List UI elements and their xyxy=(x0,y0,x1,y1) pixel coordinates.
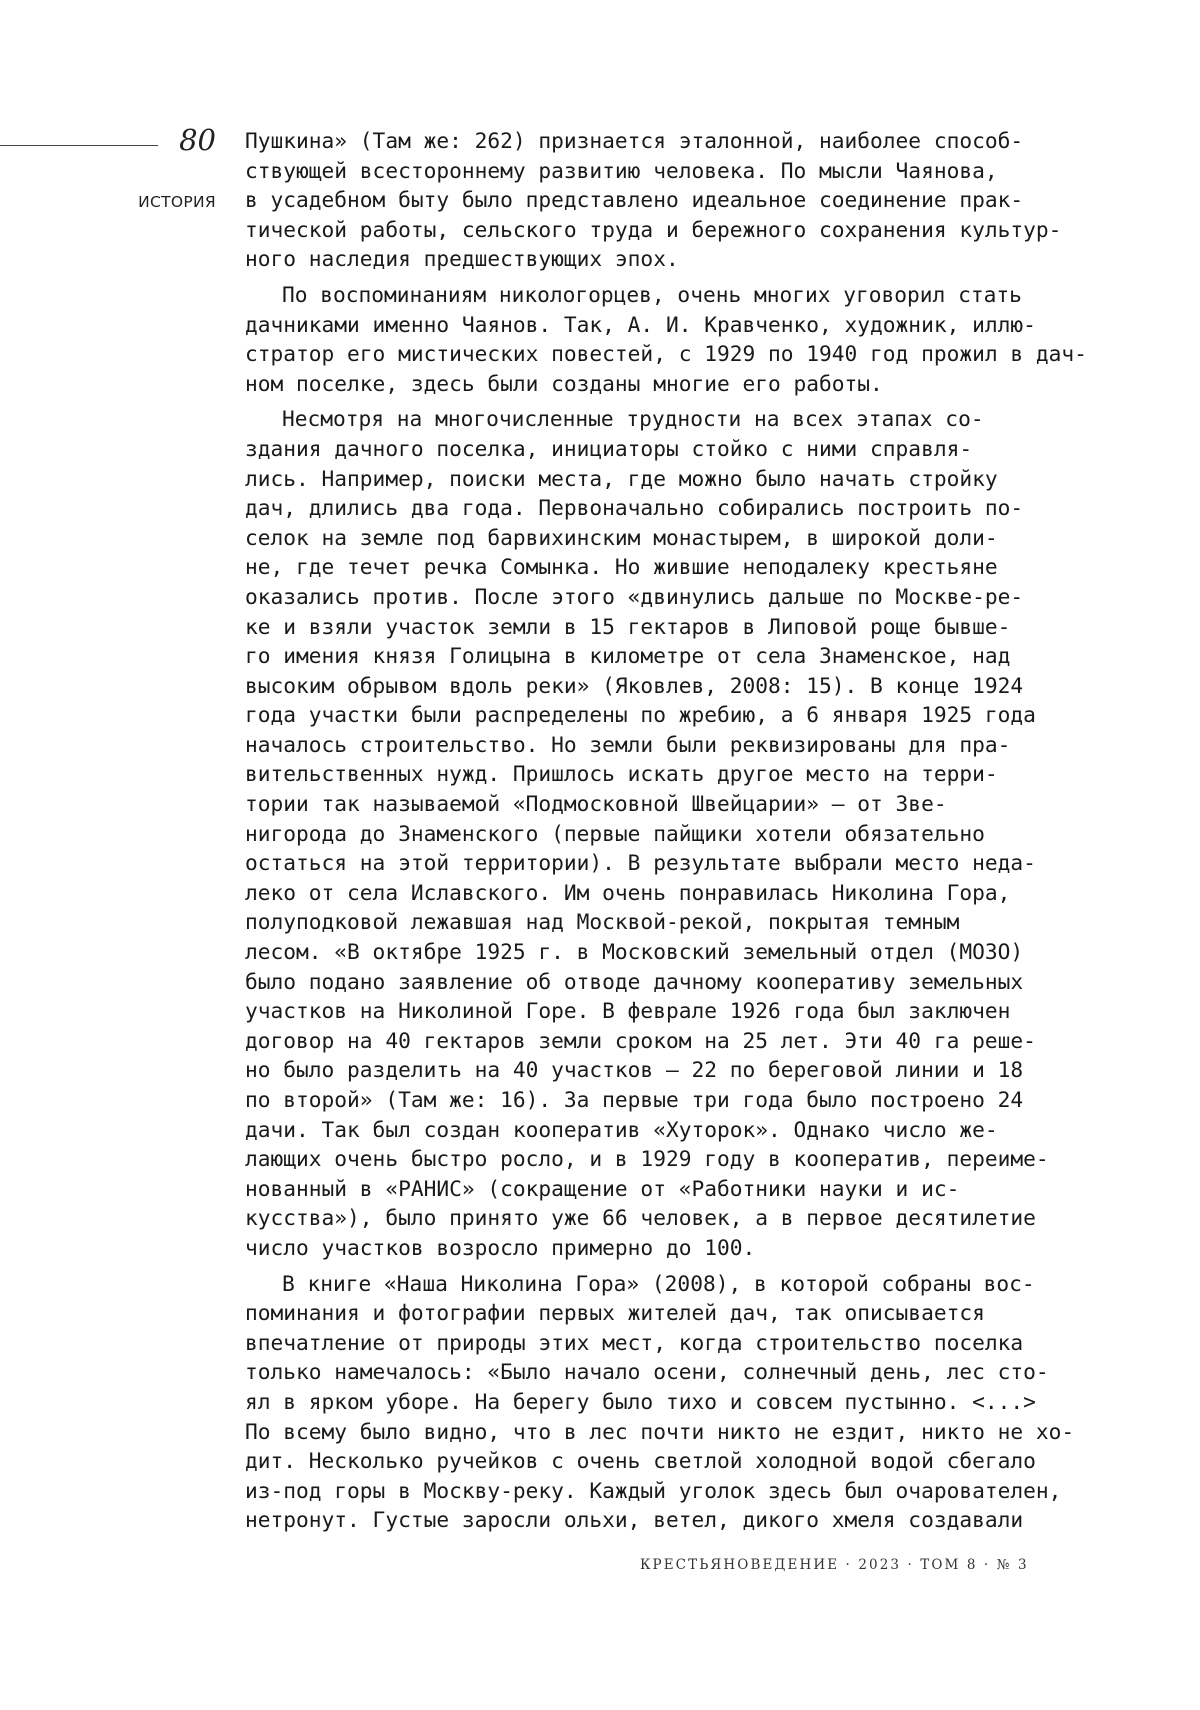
text-line: дит. Несколько ручейков с очень светлой холодной водой сбегало xyxy=(245,1446,1025,1476)
paragraph xyxy=(245,404,1025,1262)
text-line: стратор его мистических повестей, с 1929 по 1940 год прожил в дач- xyxy=(245,339,1025,369)
text-line: лающих очень быстро росло, и в 1929 году в кооператив, переиме- xyxy=(245,1144,1025,1174)
body-text xyxy=(245,126,1025,1535)
text-line: но было разделить на 40 участков — 22 по береговой линии и 18 xyxy=(245,1055,1025,1085)
text-line: тории так называемой «Подмосковной Швейцарии» — от Зве- xyxy=(245,789,1025,819)
header-rule xyxy=(0,145,158,146)
text-line: нетронут. Густые заросли ольхи, ветел, дикого хмеля создавали xyxy=(245,1505,1025,1535)
text-line: ке и взяли участок земли в 15 гектаров в Липовой роще бывше- xyxy=(245,612,1025,642)
text-line: тической работы, сельского труда и бережного сохранения культур- xyxy=(245,215,1025,245)
text-line: оказались против. После этого «двинулись дальше по Москве-ре- xyxy=(245,582,1025,612)
text-line: ном поселке, здесь были созданы многие его работы. xyxy=(245,369,1025,399)
text-line: Пушкина» (Там же: 262) признается эталонной, наиболее способ- xyxy=(245,126,1025,156)
text-line: число участков возросло примерно до 100. xyxy=(245,1233,1025,1263)
page-number: 80 xyxy=(168,124,216,156)
text-line: лись. Например, поиски места, где можно было начать стройку xyxy=(245,464,1025,494)
text-line: в усадебном быту было представлено идеальное соединение прак- xyxy=(245,185,1025,215)
text-line: высоким обрывом вдоль реки» (Яковлев, 2008: 15). В конце 1924 xyxy=(245,671,1025,701)
text-line: здания дачного поселка, инициаторы стойко с ними справля- xyxy=(245,434,1025,464)
text-line: нованный в «РАНИС» (сокращение от «Работники науки и ис- xyxy=(245,1174,1025,1204)
text-line: лесом. «В октябре 1925 г. в Московский земельный отдел (МОЗО) xyxy=(245,937,1025,967)
text-line: по второй» (Там же: 16). За первые три года было построено 24 xyxy=(245,1085,1025,1115)
text-line: дачниками именно Чаянов. Так, А. И. Кравченко, художник, иллю- xyxy=(245,310,1025,340)
text-line: договор на 40 гектаров земли сроком на 25 лет. Эти 40 га реше- xyxy=(245,1026,1025,1056)
text-line: кусства»), было принято уже 66 человек, а в первое десятилетие xyxy=(245,1203,1025,1233)
text-line: не, где течет речка Сомынка. Но жившие неподалеку крестьяне xyxy=(245,552,1025,582)
text-line: началось строительство. Но земли были реквизированы для пра- xyxy=(245,730,1025,760)
text-line: дач, длились два года. Первоначально собирались построить по- xyxy=(245,493,1025,523)
text-line: полуподковой лежавшая над Москвой-рекой, покрытая темным xyxy=(245,907,1025,937)
text-line: леко от села Иславского. Им очень понравилась Николина Гора, xyxy=(245,878,1025,908)
text-line: только намечалось: «Было начало осени, солнечный день, лес сто- xyxy=(245,1357,1025,1387)
text-line: участков на Николиной Горе. В феврале 1926 года был заключен xyxy=(245,996,1025,1026)
text-line: ствующей всестороннему развитию человека. По мысли Чаянова, xyxy=(245,156,1025,186)
text-line: вительственных нужд. Пришлось искать другое место на терри- xyxy=(245,759,1025,789)
text-line: дачи. Так был создан кооператив «Хуторок». Однако число же- xyxy=(245,1115,1025,1145)
document-page xyxy=(0,0,1200,1710)
text-line: селок на земле под барвихинским монастырем, в широкой доли- xyxy=(245,523,1025,553)
text-line: нигорода до Знаменского (первые пайщики хотели обязательно xyxy=(245,819,1025,849)
paragraph xyxy=(245,280,1025,398)
text-line: впечатление от природы этих мест, когда строительство поселка xyxy=(245,1328,1025,1358)
text-line: остаться на этой территории). В результате выбрали место неда- xyxy=(245,848,1025,878)
text-line: Несмотря на многочисленные трудности на всех этапах со- xyxy=(245,404,1025,434)
text-line: ял в ярком уборе. На берегу было тихо и совсем пустынно. <...> xyxy=(245,1387,1025,1417)
text-line: из-под горы в Москву-реку. Каждый уголок здесь был очарователен, xyxy=(245,1476,1025,1506)
paragraph xyxy=(245,126,1025,274)
text-line: По всему было видно, что в лес почти никто не ездит, никто не хо- xyxy=(245,1417,1025,1447)
paragraph xyxy=(245,1269,1025,1535)
text-line: года участки были распределены по жребию, а 6 января 1925 года xyxy=(245,700,1025,730)
text-line: По воспоминаниям никологорцев, очень многих уговорил стать xyxy=(245,280,1025,310)
text-line: В книге «Наша Николина Гора» (2008), в которой собраны вос- xyxy=(245,1269,1025,1299)
text-line: го имения князя Голицына в километре от села Знаменское, над xyxy=(245,641,1025,671)
journal-footer: КРЕСТЬЯНОВЕДЕНИЕ · 2023 · ТОМ 8 · № 3 xyxy=(640,1556,1025,1574)
text-line: поминания и фотографии первых жителей дач, так описывается xyxy=(245,1298,1025,1328)
section-label: ИСТОРИЯ xyxy=(126,192,216,212)
text-line: ного наследия предшествующих эпох. xyxy=(245,244,1025,274)
text-line: было подано заявление об отводе дачному кооперативу земельных xyxy=(245,967,1025,997)
